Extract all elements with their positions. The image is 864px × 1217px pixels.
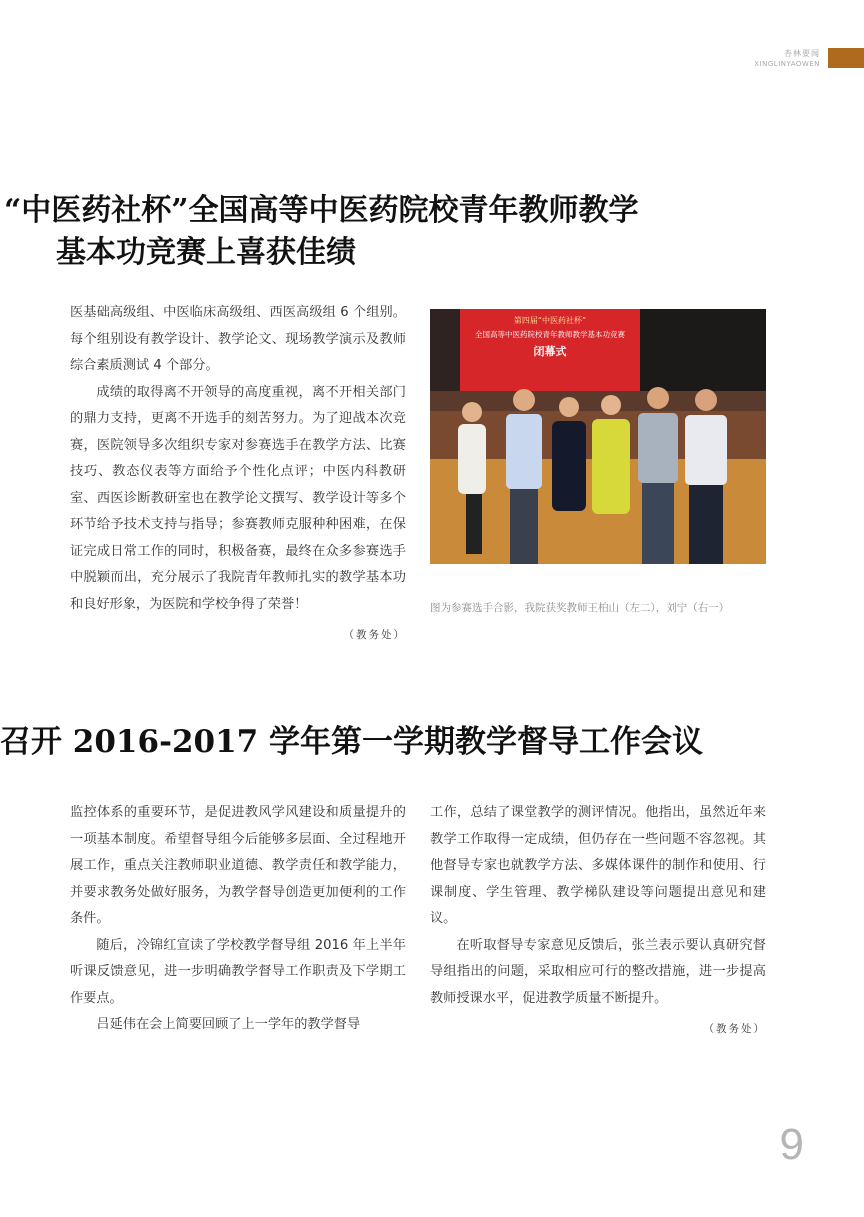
section-accent-bar: [828, 48, 864, 68]
article1-title-line1: “中医药社杯”全国高等中医药院校青年教师教学: [4, 193, 639, 228]
article2-paragraph: 随后，冷锦红宣读了学校教学督导组 2016 年上半年听课反馈意见，进一步明确教学督导工作职责及下学期工作要点。: [70, 937, 406, 1006]
photo-caption: 图为参赛选手合影，我院获奖教师王柏山（左二），刘宁（右一）: [430, 602, 730, 614]
article2-paragraph: 监控体系的重要环节，是促进教风学风建设和质量提升的一项基本制度。希望督导组今后能够多层面、全过程地开展工作，重点关注教师职业道德、教学责任和教学能力，并要求教务处做好服务，为教学督导创造更加便利的工作条件。: [70, 805, 406, 926]
group-photo: [430, 309, 766, 564]
article2-left-column: [70, 800, 406, 1039]
article1-source: （教务处）: [343, 629, 406, 641]
article2-paragraph: 工作，总结了课堂教学的测评情况。他指出，虽然近年来教学工作取得一定成绩，但仍存在一些问题不容忽视。其他督导专家也就教学方法、多媒体课件的制作和使用、行课制度、学生管理、教学梯队建设等问题提出意见和建议。: [430, 805, 766, 926]
banner-line2: 全国高等中医药院校青年教师教学基本功竞赛: [475, 330, 625, 339]
article2-title: 召开 2016-2017 学年第一学期教学督导工作会议: [0, 724, 704, 760]
article1-paragraph: 成绩的取得离不开领导的高度重视，离不开相关部门的鼎力支持，更离不开选手的刻苦努力。为了迎战本次竞赛，医院领导多次组织专家对参赛选手在教学方法、比赛技巧、教态仪表等方面给予个性化点评；中医内科教研室、西医诊断教研室也在教学论文撰写、教学设计等多个环节给予技术支持与指导；参赛教师克服种种困难，在保证完成日常工作的同时，积极备赛，最终在众多参赛选手中脱颖而出，充分展示了我院青年教师扎实的教学基本功和良好形象，为医院和学校争得了荣誉！: [70, 384, 406, 612]
article1-body: [70, 300, 406, 649]
article2-right-column: [430, 800, 766, 1043]
article2-paragraph: 吕延伟在会上简要回顾了上一学年的教学督导: [96, 1017, 361, 1032]
article1-title: [4, 190, 639, 274]
article1-paragraph: 医基础高级组、中医临床高级组、西医高级组 6 个组别。每个组别设有教学设计、教学论文、现场教学演示及教师综合素质测试 4 个部分。: [70, 305, 406, 373]
banner-line1: 第四届“中医药社杯”: [513, 316, 587, 325]
article2-source: （教务处）: [703, 1023, 766, 1035]
section-title-en: XINGLINYAOWEN: [754, 60, 820, 68]
banner-line3: 闭幕式: [533, 345, 567, 358]
page-number: 9: [779, 1120, 804, 1169]
article1-title-line2: 基本功竞赛上喜获佳绩: [56, 235, 356, 270]
section-title-cn: 杏林要闻: [784, 49, 820, 58]
article2-paragraph: 在听取督导专家意见反馈后，张兰表示要认真研究督导组指出的问题，采取相应可行的整改措施，进一步提高教师授课水平，促进教学质量不断提升。: [430, 937, 766, 1006]
